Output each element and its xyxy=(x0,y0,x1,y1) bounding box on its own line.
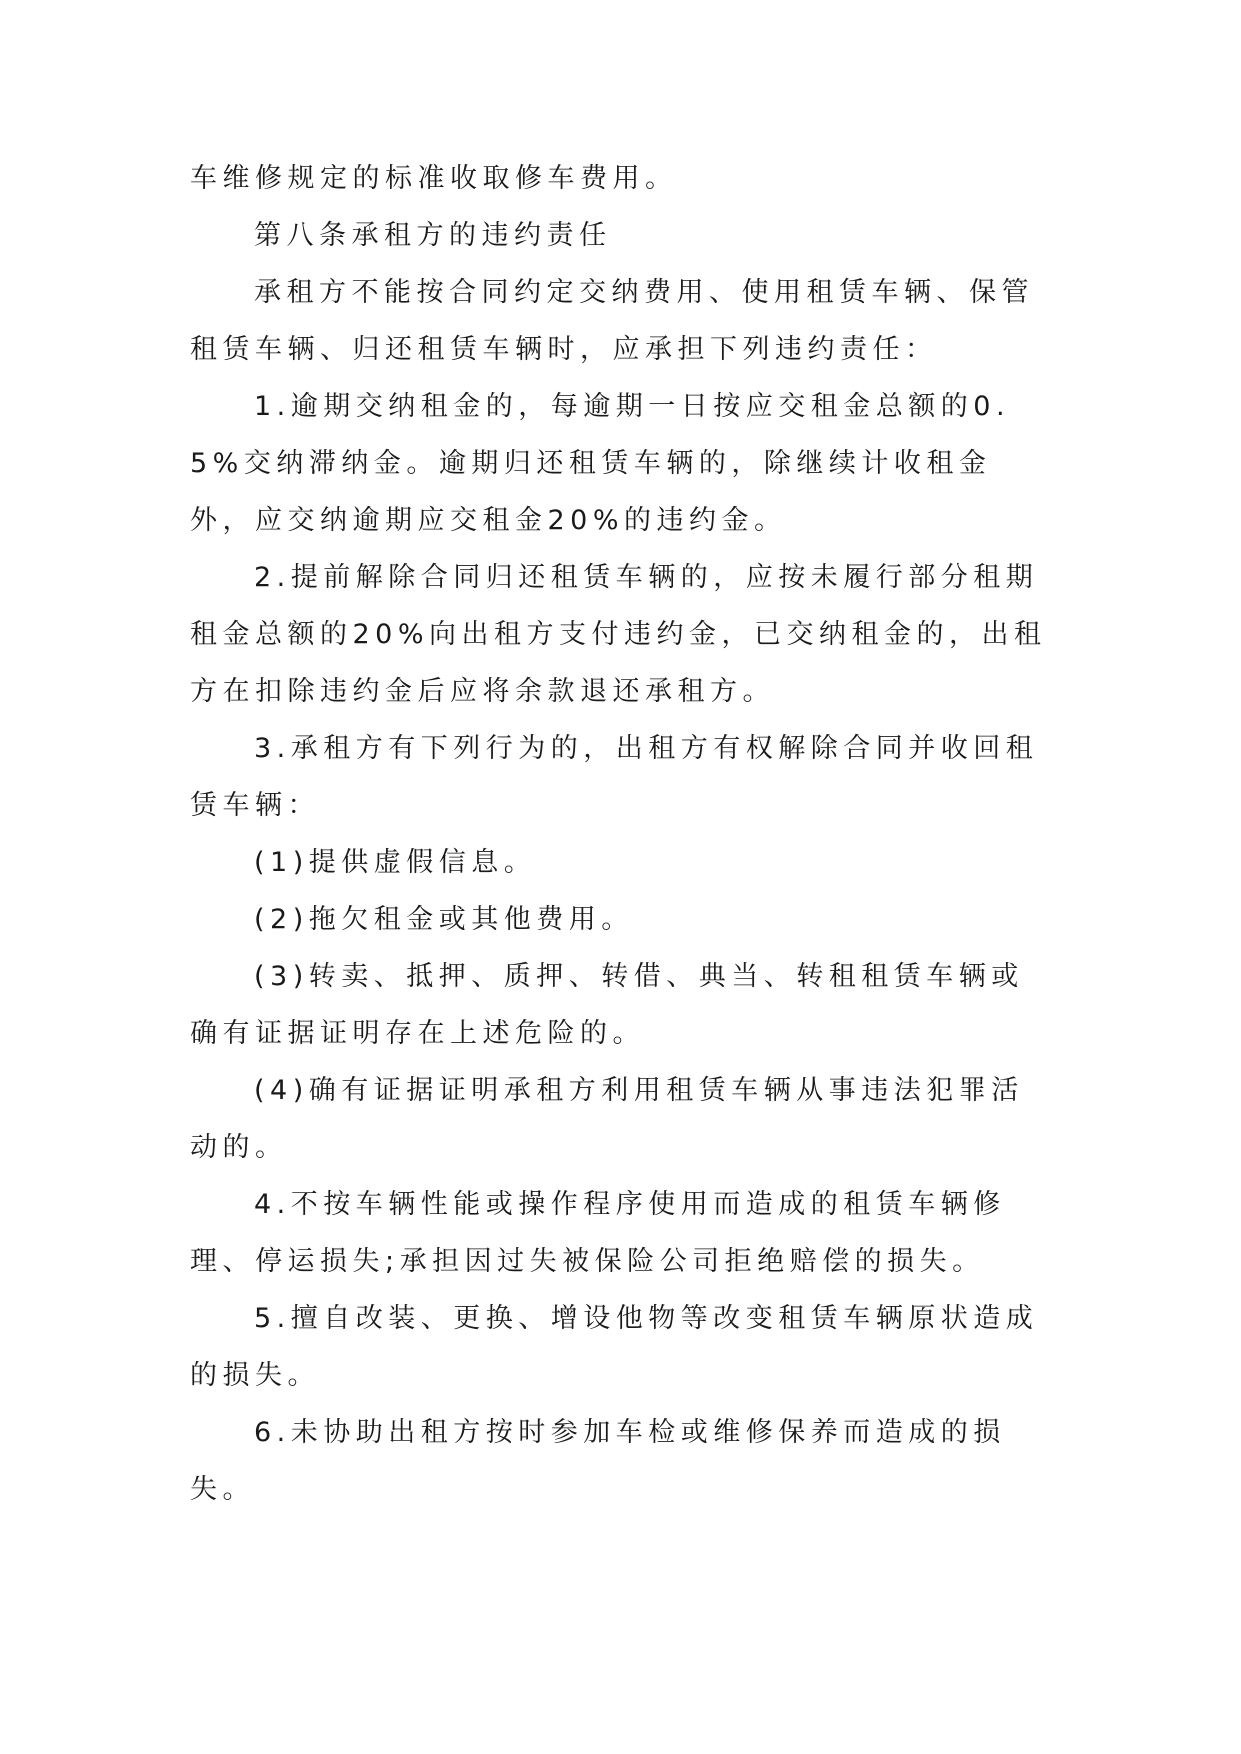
sub-clause-1: (1)提供虚假信息。 xyxy=(254,847,537,878)
clause-2: 2.提前解除合同归还租赁车辆的，应按未履行部分租期租金总额的20%向出租方支付违约金，已交纳租金的，出租方在扣除违约金后应将余款退还承租方。 xyxy=(190,562,1047,707)
document-body xyxy=(190,150,1050,1518)
sub-clause-3: (3)转卖、抵押、质押、转借、典当、转租租赁车辆或确有证据证明存在上述危险的。 xyxy=(190,961,1024,1049)
sub-clause-4: (4)确有证据证明承租方利用租赁车辆从事违法犯罪活动的。 xyxy=(190,1075,1024,1163)
section-heading-article-8: 第八条承租方的违约责任 xyxy=(254,220,612,251)
sub-clause-2: (2)拖欠租金或其他费用。 xyxy=(254,904,634,935)
clause-6: 6.未协助出租方按时参加车检或维修保养而造成的损失。 xyxy=(190,1417,1006,1505)
clause-3: 3.承租方有下列行为的，出租方有权解除合同并收回租赁车辆： xyxy=(190,733,1039,821)
clause-4: 4.不按车辆性能或操作程序使用而造成的租赁车辆修理、停运损失;承担因过失被保险公司拒绝赔偿的损失。 xyxy=(190,1189,1006,1277)
clause-5: 5.擅自改装、更换、增设他物等改变租赁车辆原状造成的损失。 xyxy=(190,1303,1039,1391)
paragraph-intro: 承租方不能按合同约定交纳费用、使用租赁车辆、保管租赁车辆、归还租赁车辆时，应承担下列违约责任： xyxy=(190,277,1034,365)
paragraph-continuation: 车维修规定的标准收取修车费用。 xyxy=(190,163,678,194)
clause-1: 1.逾期交纳租金的，每逾期一日按应交租金总额的0.5%交纳滞纳金。逾期归还租赁车辆的，除继续计收租金外，应交纳逾期应交租金20%的违约金。 xyxy=(190,391,1011,536)
